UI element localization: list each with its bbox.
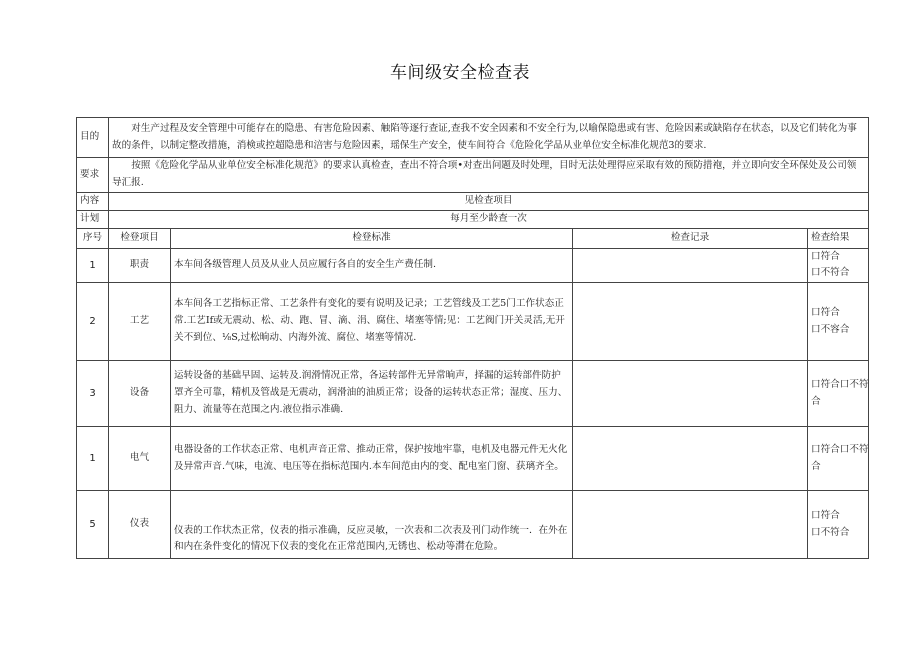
requirement-row xyxy=(77,158,869,193)
col-header-record: 检查记录 xyxy=(573,228,808,248)
requirement-text: 按照《危险化学品从业单位安全标准化规范》的要求认真检查，查出不符合项•对查出问题及时处理，目时无法处理得应采取有效的预防措袍，并立即向安全环保处及公司领导汇报. xyxy=(109,158,869,193)
purpose-row xyxy=(77,118,869,158)
col-header-standard: 检登标准 xyxy=(171,228,573,248)
row-standard: 电器设备的工作状态正常、电机声音正常、推动正常，保护按地牢靠，电机及电器元件无火化及异常声音.气味，电流、电压等在指标范围内.本车间范由内的变、配电室门窗、获璃齐全。 xyxy=(171,427,573,491)
row-item: 工艺 xyxy=(109,283,171,361)
row-result[interactable] xyxy=(808,248,869,283)
purpose-text: 对生产过程及安全管理中可能存在的隐患、有害危险因素、触陷等逐行查证,查我不安全因素和不安全行为,以喻保隐患或有害、危险因素或缺陷存在状态，以及它们转化为事故的条件，以制定整改措施，消検或控超隐患和涪害与危险因素，瑶保生产安全，使车间符合《危险化学品从业单位安全标准化规范3的要求. xyxy=(109,118,869,158)
content-row xyxy=(77,193,869,211)
col-header-no: 序号 xyxy=(77,228,109,248)
row-number: 5 xyxy=(77,491,109,559)
row-result[interactable] xyxy=(808,361,869,427)
column-header-row xyxy=(77,228,869,248)
purpose-label: 目的 xyxy=(77,118,109,158)
content-label: 内容 xyxy=(77,193,109,211)
row-result[interactable] xyxy=(808,491,869,559)
row-record[interactable] xyxy=(573,283,808,361)
row-standard: 本车间各工艺指标正常、工艺条件有变化的要有说明及记录；工艺管线及工艺5门工作状态正常.工艺If或无震动、松、动、跑、冒、滴、涓、腐住、堵塞等情;见：工艺阀门开关灵活,无开关不到位、⅛S,过松晌动、内海外流、腐位、堵塞等情况. xyxy=(171,283,573,361)
row-number: 3 xyxy=(77,361,109,427)
table-row xyxy=(77,248,869,283)
table-row xyxy=(77,491,869,559)
row-item: 电气 xyxy=(109,427,171,491)
row-item: 仪表 xyxy=(109,491,171,559)
safety-checklist-table xyxy=(76,117,869,559)
row-record[interactable] xyxy=(573,361,808,427)
plan-row xyxy=(77,210,869,228)
table-row xyxy=(77,283,869,361)
result-option[interactable]: 口符合口不符 xyxy=(811,443,869,455)
table-row xyxy=(77,361,869,427)
result-option[interactable]: 口符合 xyxy=(811,509,840,521)
plan-label: 计划 xyxy=(77,210,109,228)
row-result[interactable] xyxy=(808,283,869,361)
result-option[interactable]: 合 xyxy=(811,460,821,472)
row-number: 1 xyxy=(77,248,109,283)
result-option[interactable]: 口符合 xyxy=(811,250,840,262)
row-record[interactable] xyxy=(573,248,808,283)
row-result[interactable] xyxy=(808,427,869,491)
row-item: 设备 xyxy=(109,361,171,427)
requirement-label: 要求 xyxy=(77,158,109,193)
content-value: 见检查项目 xyxy=(109,193,869,211)
row-standard: 运转设备的基础早固、运转及.润滑情况正常，各运转部件无异常晌声，择漏的运转部件防护罩齐全可靠，精机及管战是无震动，润滑油的油质正常；设备的运转状态正常；湿度、压力、阻力、流量等在范围之内.液位指示准确. xyxy=(171,361,573,427)
page-title: 车间级安全检查表 xyxy=(390,63,530,83)
row-record[interactable] xyxy=(573,491,808,559)
row-item: 职责 xyxy=(109,248,171,283)
row-standard: 仪表的工作状杰正常，仪表的指示准确，反应灵敏，一次表和二次表及刊门动作统一．在外在和内在条件变化的情况下仪表的变化在正常范围内,无锈也、松动等潸在危险。 xyxy=(171,491,573,559)
col-header-result: 检查给果 xyxy=(808,228,869,248)
result-option[interactable]: 口不符合 xyxy=(811,526,850,538)
row-number: 1 xyxy=(77,427,109,491)
row-record[interactable] xyxy=(573,427,808,491)
table-row xyxy=(77,427,869,491)
col-header-item: 检登项目 xyxy=(109,228,171,248)
result-option[interactable]: 口不符合 xyxy=(811,267,850,279)
plan-value: 每月至少龄查一次 xyxy=(109,210,869,228)
result-option[interactable]: 口符合 xyxy=(811,306,840,318)
result-option[interactable]: 合 xyxy=(811,395,821,407)
row-standard: 本车间各级管理人员及从业人员应履行各自的安全生产费任制. xyxy=(171,248,573,283)
row-number: 2 xyxy=(77,283,109,361)
result-option[interactable]: 口符合口不符 xyxy=(811,378,869,390)
result-option[interactable]: 口不容合 xyxy=(811,323,850,335)
